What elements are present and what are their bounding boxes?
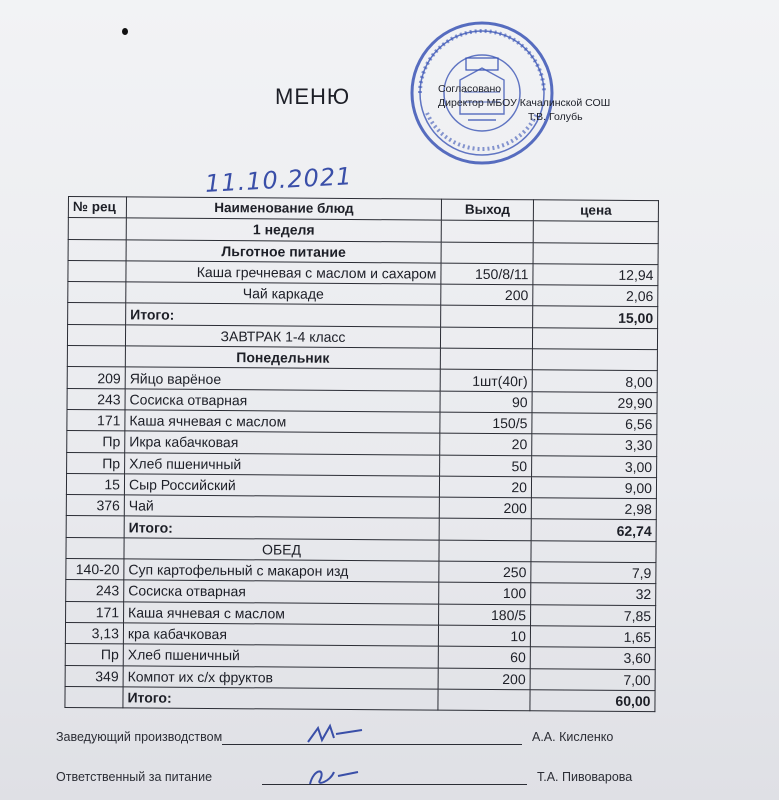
cell-price: 1,65 <box>530 626 655 648</box>
cell-name: Понедельник <box>125 346 440 369</box>
cell-name: ОБЕД <box>124 538 439 561</box>
approval-line: Т.В. Голубь <box>528 111 583 123</box>
cell-price: 12,94 <box>533 264 658 286</box>
cell-price: 32 <box>531 583 656 605</box>
cell-price <box>531 540 656 562</box>
cell-name: Чай <box>124 495 439 518</box>
cell-output <box>441 220 533 242</box>
page-title: МЕНЮ <box>275 84 351 109</box>
handwritten-signature <box>300 722 370 748</box>
cell-name: Каша ячневая с маслом <box>125 410 440 433</box>
cell-code <box>66 537 124 559</box>
cell-code: 15 <box>66 473 124 495</box>
cell-price: 6,56 <box>532 413 657 435</box>
approval-block <box>438 82 610 124</box>
cell-output: 150/5 <box>440 412 532 434</box>
cell-output: 200 <box>438 668 530 690</box>
cell-output <box>438 689 530 711</box>
cell-output: 250 <box>439 561 531 583</box>
cell-name: 1 неделя <box>126 218 441 241</box>
cell-code: 171 <box>67 409 125 431</box>
cell-output: 10 <box>438 625 530 647</box>
cell-price: 8,00 <box>532 370 657 392</box>
cell-code <box>68 260 126 282</box>
cell-name: Чай каркаде <box>126 282 441 305</box>
cell-output <box>439 540 531 562</box>
cell-code: 3,13 <box>65 622 123 644</box>
cell-output: 200 <box>441 284 533 306</box>
cell-price: 2,06 <box>533 285 658 307</box>
cell-code <box>68 282 126 304</box>
cell-price: 62,74 <box>531 519 656 541</box>
cell-name: Яйцо варёное <box>125 367 440 390</box>
cell-price <box>532 328 657 350</box>
cell-code <box>67 324 125 346</box>
cell-name: Суп картофельный с макарон изд <box>124 559 439 582</box>
cell-price: 7,9 <box>531 562 656 584</box>
cell-output: 50 <box>440 455 532 477</box>
handwritten-date: 11.10.2021 <box>204 162 354 198</box>
signature-role: Заведующий производством <box>56 730 223 744</box>
cell-name: Каша гречневая с маслом и сахаром <box>126 261 441 284</box>
cell-code <box>68 218 126 240</box>
handwritten-signature <box>300 762 370 788</box>
menu-table-body <box>65 218 658 712</box>
signature-role: Ответственный за питание <box>56 770 213 784</box>
cell-name: Итого: <box>126 303 441 326</box>
approval-line: Согласовано <box>438 83 502 95</box>
cell-price: 7,85 <box>531 604 656 626</box>
cell-name: Итого: <box>124 516 439 539</box>
cell-output: 60 <box>438 646 530 668</box>
cell-name: Компот их с/х фруктов <box>123 665 438 688</box>
cell-code <box>67 346 125 368</box>
table-row <box>65 686 655 711</box>
cell-price: 7,00 <box>530 668 655 690</box>
cell-name: Хлеб пшеничный <box>123 644 438 667</box>
cell-output <box>439 519 531 541</box>
column-header-output: Выход <box>441 199 533 221</box>
cell-name: Сыр Российский <box>124 474 439 497</box>
cell-code: 243 <box>66 580 124 602</box>
signature-row-production <box>56 730 222 744</box>
cell-price <box>533 242 658 264</box>
signature-name: Т.А. Пивоварова <box>537 770 633 784</box>
cell-price: 60,00 <box>530 690 655 712</box>
cell-code: Пр <box>67 431 125 453</box>
cell-output: 1шт(40г) <box>440 369 532 391</box>
cell-name: Льготное питание <box>126 240 441 263</box>
cell-name: Каша ячневая с маслом <box>124 602 439 625</box>
cell-output: 90 <box>440 391 532 413</box>
ink-dot <box>122 28 128 35</box>
cell-price: 15,00 <box>533 306 658 328</box>
cell-price: 3,30 <box>532 434 657 456</box>
cell-code <box>66 516 124 538</box>
cell-name: кра кабачковая <box>123 623 438 646</box>
cell-code <box>68 303 126 325</box>
column-header-code: № рец <box>68 197 126 219</box>
column-header-name: Наименование блюд <box>126 197 441 220</box>
signature-line <box>222 744 522 745</box>
cell-price <box>533 221 658 243</box>
cell-name: Сосиска отварная <box>124 580 439 603</box>
cell-name: Хлеб пшеничный <box>125 452 440 475</box>
cell-price: 2,98 <box>531 498 656 520</box>
cell-code: 349 <box>65 665 123 687</box>
cell-price: 3,60 <box>530 647 655 669</box>
cell-code: 171 <box>66 601 124 623</box>
cell-price: 3,00 <box>532 455 657 477</box>
cell-code: 376 <box>66 495 124 517</box>
cell-output <box>440 348 532 370</box>
cell-code: 140-20 <box>66 559 124 581</box>
cell-code <box>65 686 123 708</box>
cell-name: Сосиска отварная <box>125 389 440 412</box>
cell-output <box>441 242 533 264</box>
cell-price: 29,90 <box>532 391 657 413</box>
column-header-price: цена <box>533 200 658 222</box>
cell-output: 200 <box>439 497 531 519</box>
cell-code: Пр <box>67 452 125 474</box>
cell-name: Итого: <box>123 687 438 710</box>
cell-name: ЗАВТРАК 1-4 класс <box>125 325 440 348</box>
cell-output: 150/8/11 <box>441 263 533 285</box>
cell-code <box>68 239 126 261</box>
cell-code: 243 <box>67 388 125 410</box>
cell-code: Пр <box>65 644 123 666</box>
cell-output: 20 <box>440 433 532 455</box>
cell-output: 100 <box>439 582 531 604</box>
menu-table <box>64 196 659 712</box>
signature-name: А.А. Кисленко <box>532 730 614 744</box>
cell-output <box>441 306 533 328</box>
cell-code: 209 <box>67 367 125 389</box>
approval-line: Директор МБОУ Качалинской СОШ <box>438 97 611 109</box>
signature-row-nutrition <box>56 770 212 784</box>
cell-price: 9,00 <box>531 477 656 499</box>
cell-name: Икра кабачковая <box>125 431 440 454</box>
cell-price <box>532 349 657 371</box>
cell-output: 180/5 <box>439 604 531 626</box>
cell-output: 20 <box>439 476 531 498</box>
cell-output <box>440 327 532 349</box>
